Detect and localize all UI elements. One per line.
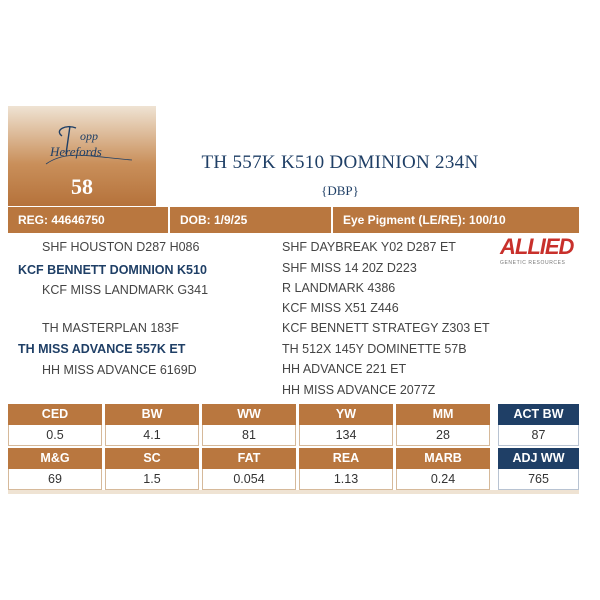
- epd-header-ced: CED: [8, 404, 102, 425]
- info-bar: [8, 207, 579, 233]
- epd-value-yw: 134: [299, 425, 393, 446]
- eye-pigment: Eye Pigment (LE/RE): 100/10: [331, 207, 579, 233]
- epd-header-mm: MM: [396, 404, 490, 425]
- epd-value-mg: 69: [8, 469, 102, 490]
- epd-value-fat: 0.054: [202, 469, 296, 490]
- pedigree-dam-sire: TH MASTERPLAN 183F: [42, 321, 179, 335]
- adjusted-ww-label: ADJ WW: [498, 448, 579, 469]
- epd-header-bw: BW: [105, 404, 199, 425]
- epd-value-marb: 0.24: [396, 469, 490, 490]
- allied-logo-word: ALLIED: [500, 234, 574, 259]
- pedigree-sire-dam: KCF MISS LANDMARK G341: [42, 283, 209, 297]
- adjusted-ww-value: 765: [498, 469, 579, 490]
- lot-header: [8, 106, 156, 206]
- epd-value-rea: 1.13: [299, 469, 393, 490]
- epd-header-sc: SC: [105, 448, 199, 469]
- pedigree-dam-dam: HH MISS ADVANCE 6169D: [42, 363, 197, 377]
- epd-header-ww: WW: [202, 404, 296, 425]
- epd-value-ww: 81: [202, 425, 296, 446]
- registration-number: REG: 44646750: [18, 213, 105, 227]
- pedigree-great-grand-2: SHF MISS 14 20Z D223: [282, 261, 417, 275]
- actual-bw-label: ACT BW: [498, 404, 579, 425]
- actual-bw-value: 87: [498, 425, 579, 446]
- epd-value-ced: 0.5: [8, 425, 102, 446]
- epd-header-rea: REA: [299, 448, 393, 469]
- actual-weights: [498, 404, 579, 490]
- epd-table: [8, 404, 490, 490]
- pedigree-great-grand-7: HH ADVANCE 221 ET: [282, 362, 407, 376]
- pedigree-sire: KCF BENNETT DOMINION K510: [18, 263, 207, 277]
- epd-value-bw: 4.1: [105, 425, 199, 446]
- pedigree-sire-sire: SHF HOUSTON D287 H086: [42, 240, 200, 254]
- pedigree-great-grand-4: KCF MISS X51 Z446: [282, 301, 399, 315]
- animal-name: TH 557K K510 DOMINION 234N: [201, 152, 479, 173]
- epd-header-fat: FAT: [202, 448, 296, 469]
- topp-herefords-logo: [36, 120, 140, 172]
- allied-logo-tagline: GENETIC RESOURCES: [500, 260, 566, 266]
- animal-tag: {DBP}: [321, 183, 359, 198]
- bottom-divider: [8, 490, 579, 494]
- pedigree-great-grand-3: R LANDMARK 4386: [282, 281, 396, 295]
- pedigree-great-grand-8: HH MISS ADVANCE 2077Z: [282, 383, 436, 397]
- epd-value-sc: 1.5: [105, 469, 199, 490]
- epd-value-mm: 28: [396, 425, 490, 446]
- lot-number: 58: [71, 174, 93, 199]
- date-of-birth: DOB: 1/9/25: [168, 207, 331, 233]
- pedigree-dam: TH MISS ADVANCE 557K ET: [18, 342, 186, 356]
- pedigree-great-grand-5: KCF BENNETT STRATEGY Z303 ET: [282, 321, 490, 335]
- pedigree-great-grand-6: TH 512X 145Y DOMINETTE 57B: [282, 342, 467, 356]
- pedigree-great-grand-1: SHF DAYBREAK Y02 D287 ET: [282, 240, 456, 254]
- allied-sponsor-logo: [500, 236, 582, 270]
- svg-text:opp: opp: [80, 129, 98, 143]
- epd-header-mg: M&G: [8, 448, 102, 469]
- epd-header-marb: MARB: [396, 448, 490, 469]
- epd-header-yw: YW: [299, 404, 393, 425]
- svg-text:Herefords: Herefords: [50, 144, 102, 159]
